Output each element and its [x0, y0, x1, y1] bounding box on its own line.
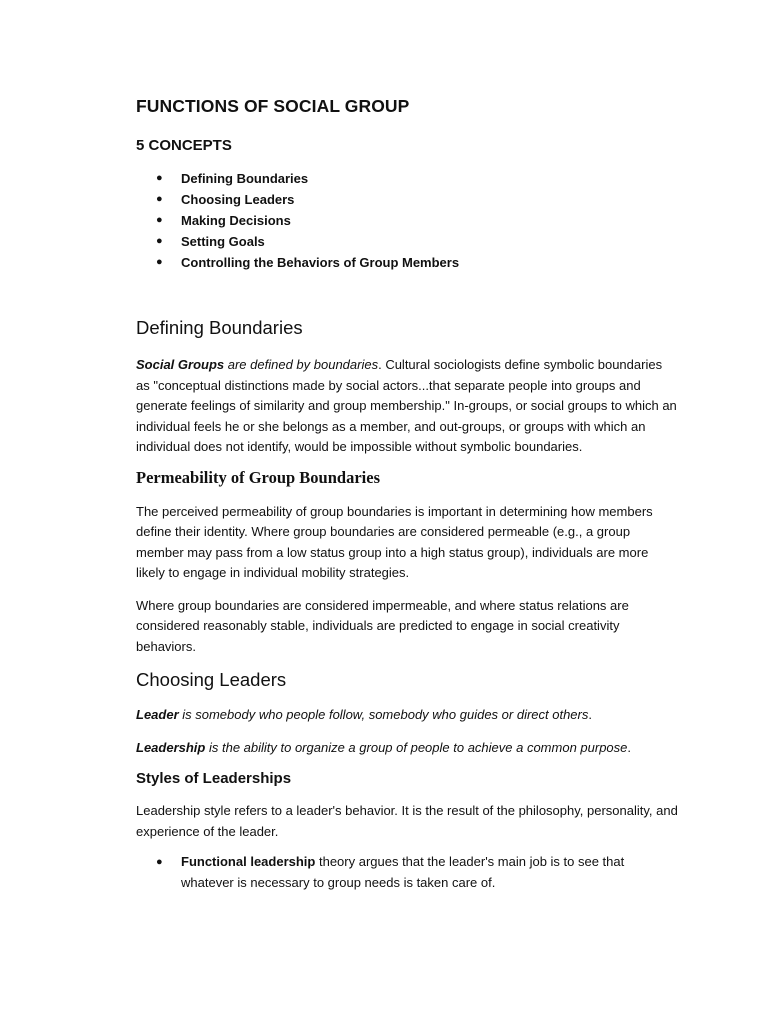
social-groups-term: Social Groups [136, 357, 225, 372]
style-description: theory argues that the leader's main job is to see that whatever is necessary to group needs is taken care of. [181, 854, 625, 890]
choosing-leaders-heading: Choosing Leaders [136, 669, 287, 690]
styles-intro: Leadership style refers to a leader's behavior. It is the result of the philosophy, personality, and experience of the leader. [136, 803, 678, 839]
permeability-paragraph-2: Where group boundaries are considered impermeable, and where status relations are considered reasonably stable, individuals are predicted to engage in social creativity behaviors. [136, 597, 629, 654]
bullet-icon: ● [156, 256, 163, 268]
leader-definition-text: is somebody who people follow, somebody who guides or direct others [178, 707, 589, 722]
concept-label: Choosing Leaders [181, 192, 295, 207]
bullet-icon: ● [156, 235, 163, 247]
style-term: Functional leadership [181, 854, 316, 869]
bullet-icon: ● [156, 856, 163, 868]
concepts-heading: 5 CONCEPTS [136, 137, 232, 154]
leadership-definition-end: . [627, 739, 632, 755]
concept-label: Defining Boundaries [181, 171, 309, 186]
list-item [136, 231, 678, 252]
concepts-list [136, 168, 678, 273]
defining-boundaries-body: . Cultural sociologists define symbolic boundaries as "conceptual distinctions made by social actors...that separate people into groups and generate feelings of similarity and group membership." In-groups, or social groups to which an individual feels he or she belongs as a member, and out-groups, or groups with which an individual does not identify, would be impossible without symbolic boundaries. [136, 357, 677, 454]
permeability-paragraph-1: The perceived permeability of group boundaries is important in determining how members define their identity. Where group boundaries are considered permeable (e.g., a group member may pass from a low status group into a high status group), individuals are more likely to engage in individual mobility strategies. [136, 503, 653, 580]
list-item [136, 252, 678, 273]
styles-list [136, 852, 678, 893]
defined-by-boundaries-text: are defined by boundaries [224, 357, 379, 372]
leadership-definition [136, 738, 678, 759]
permeability-heading: Permeability of Group Boundaries [136, 467, 380, 487]
bullet-icon: ● [156, 193, 163, 205]
leadership-definition-text: is the ability to organize a group of people to achieve a common purpose [205, 739, 628, 755]
concept-label: Controlling the Behaviors of Group Members [181, 255, 460, 270]
concept-label: Making Decisions [181, 213, 291, 228]
list-item [136, 852, 678, 893]
bullet-icon: ● [156, 172, 163, 184]
defining-boundaries-paragraph [136, 355, 678, 458]
leader-definition-end: . [588, 707, 592, 722]
styles-heading: Styles of Leaderships [136, 770, 292, 787]
list-item [136, 189, 678, 210]
leader-term: Leader [136, 707, 179, 722]
list-item [136, 168, 678, 189]
defining-boundaries-heading: Defining Boundaries [136, 317, 303, 338]
leader-definition [136, 705, 678, 726]
concept-label: Setting Goals [181, 234, 265, 249]
bullet-icon: ● [156, 214, 163, 226]
document-title: FUNCTIONS OF SOCIAL GROUP [136, 96, 410, 116]
list-item [136, 210, 678, 231]
leadership-term: Leadership [136, 739, 206, 755]
